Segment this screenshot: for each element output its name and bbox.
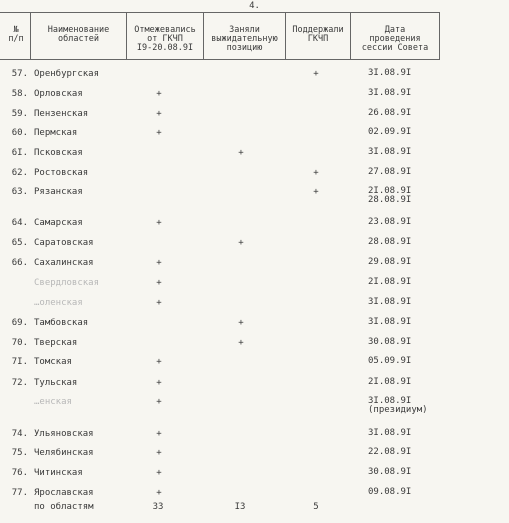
region-name: Свердловская [34, 278, 100, 288]
row-number: 65. [11, 238, 28, 248]
region-name: Рязанская [34, 187, 83, 197]
session-date: 30.08.9I [368, 467, 412, 477]
session-date: 09.08.9I [368, 487, 412, 497]
row-number: 57. [11, 69, 28, 79]
row-number: 72. [11, 378, 28, 388]
session-date: 3I.08.9I [368, 68, 412, 78]
session-date: 3I.08.9I [368, 317, 412, 327]
table-row [0, 429, 509, 443]
wait-and-see-mark: + [238, 238, 244, 248]
table-row [0, 468, 509, 482]
table-row [0, 109, 509, 123]
table-row [0, 258, 509, 272]
dissociated-mark: + [156, 258, 162, 268]
region-name: …енская [34, 397, 72, 407]
region-name: Ярославская [34, 488, 94, 498]
session-date: 3I.08.9I (президиум) [368, 396, 428, 415]
totals-wait-and-see: I3 [234, 502, 246, 512]
dissociated-mark: + [156, 298, 162, 308]
region-name: Пензенская [34, 109, 89, 119]
dissociated-mark: + [156, 488, 162, 498]
session-date: 26.08.9I [368, 108, 412, 118]
dissociated-mark: + [156, 89, 162, 99]
header-dissociated: Отмежевались от ГКЧП I9-20.08.9I [134, 25, 196, 53]
region-name: Оренбургская [34, 69, 100, 79]
supported-mark: + [313, 168, 319, 178]
dissociated-mark: + [156, 218, 162, 228]
row-number: 58. [11, 89, 28, 99]
table-row [0, 218, 509, 232]
header-supported: Поддержали ГКЧП [292, 25, 344, 44]
session-date: 27.08.9I [368, 167, 412, 177]
table-row [0, 318, 509, 332]
row-number: 70. [11, 338, 28, 348]
region-name: Тамбовская [34, 318, 89, 328]
session-date: 2I.08.9I 28.08.9I [368, 186, 412, 205]
session-date: 2I.08.9I [368, 277, 412, 287]
table-row [0, 396, 509, 415]
dissociated-mark: + [156, 448, 162, 458]
table-row [0, 357, 509, 371]
table-header [0, 12, 509, 60]
table-row [0, 186, 509, 205]
header-wait-and-see: Заняли выжидательную позицию [211, 25, 278, 53]
session-date: 3I.08.9I [368, 88, 412, 98]
region-name: Сахалинская [34, 258, 94, 268]
dissociated-mark: + [156, 109, 162, 119]
page-number: 4. [249, 1, 260, 11]
region-name: Самарская [34, 218, 83, 228]
header-region-name: Наименование областей [47, 25, 110, 44]
row-number: 74. [11, 429, 28, 439]
table-row [0, 338, 509, 352]
table-row [0, 488, 509, 502]
row-number: 69. [11, 318, 28, 328]
table-row [0, 378, 509, 392]
region-name: Тверская [34, 338, 78, 348]
session-date: 23.08.9I [368, 217, 412, 227]
row-number: 59. [11, 109, 28, 119]
header-bottom-rule [0, 59, 440, 60]
row-number: 76. [11, 468, 28, 478]
header-session-date: Дата проведения сессии Совета [361, 25, 429, 53]
region-name: Челябинская [34, 448, 94, 458]
session-date: 22.08.9I [368, 447, 412, 457]
table-row [0, 89, 509, 103]
region-name: Читинская [34, 468, 83, 478]
region-name: Саратовская [34, 238, 94, 248]
totals-dissociated: 33 [152, 502, 164, 512]
session-date: 28.08.9I [368, 237, 412, 247]
wait-and-see-mark: + [238, 318, 244, 328]
row-number: 75. [11, 448, 28, 458]
session-date: 05.09.9I [368, 356, 412, 366]
dissociated-mark: + [156, 128, 162, 138]
row-number: 66. [11, 258, 28, 268]
dissociated-mark: + [156, 378, 162, 388]
session-date: 3I.08.9I [368, 147, 412, 157]
session-date: 2I.08.9I [368, 377, 412, 387]
region-name: Ростовская [34, 168, 89, 178]
wait-and-see-mark: + [238, 338, 244, 348]
table-row [0, 148, 509, 162]
region-name: …оленская [34, 298, 83, 308]
supported-mark: + [313, 187, 319, 197]
dissociated-mark: + [156, 429, 162, 439]
session-date: 3I.08.9I [368, 428, 412, 438]
table-row [0, 298, 509, 312]
region-name: Томская [34, 357, 72, 367]
wait-and-see-mark: + [238, 148, 244, 158]
region-name: Псковская [34, 148, 83, 158]
header-num: № п/п [8, 25, 24, 44]
header-top-rule [0, 12, 440, 13]
table-row [0, 168, 509, 182]
dissociated-mark: + [156, 468, 162, 478]
dissociated-mark: + [156, 397, 162, 407]
row-number: 62. [11, 168, 28, 178]
session-date: 02.09.9I [368, 127, 412, 137]
row-number: 63. [11, 187, 28, 197]
session-date: 3I.08.9I [368, 297, 412, 307]
totals-supported: 5 [313, 502, 319, 512]
dissociated-mark: + [156, 357, 162, 367]
row-number: 64. [11, 218, 28, 228]
row-number: 77. [11, 488, 28, 498]
row-number: 60. [11, 128, 28, 138]
row-number: 7I. [11, 357, 28, 367]
totals-label: по областям [34, 502, 94, 512]
table-row [0, 69, 509, 83]
session-date: 30.08.9I [368, 337, 412, 347]
table-row [0, 128, 509, 142]
supported-mark: + [313, 69, 319, 79]
region-name: Тульская [34, 378, 78, 388]
region-name: Орловская [34, 89, 83, 99]
region-name: Ульяновская [34, 429, 94, 439]
dissociated-mark: + [156, 278, 162, 288]
table-row [0, 238, 509, 252]
table-row [0, 278, 509, 292]
session-date: 29.08.9I [368, 257, 412, 267]
table-row [0, 448, 509, 462]
header-divider [439, 12, 440, 60]
region-name: Пермская [34, 128, 78, 138]
row-number: 6I. [11, 148, 28, 158]
